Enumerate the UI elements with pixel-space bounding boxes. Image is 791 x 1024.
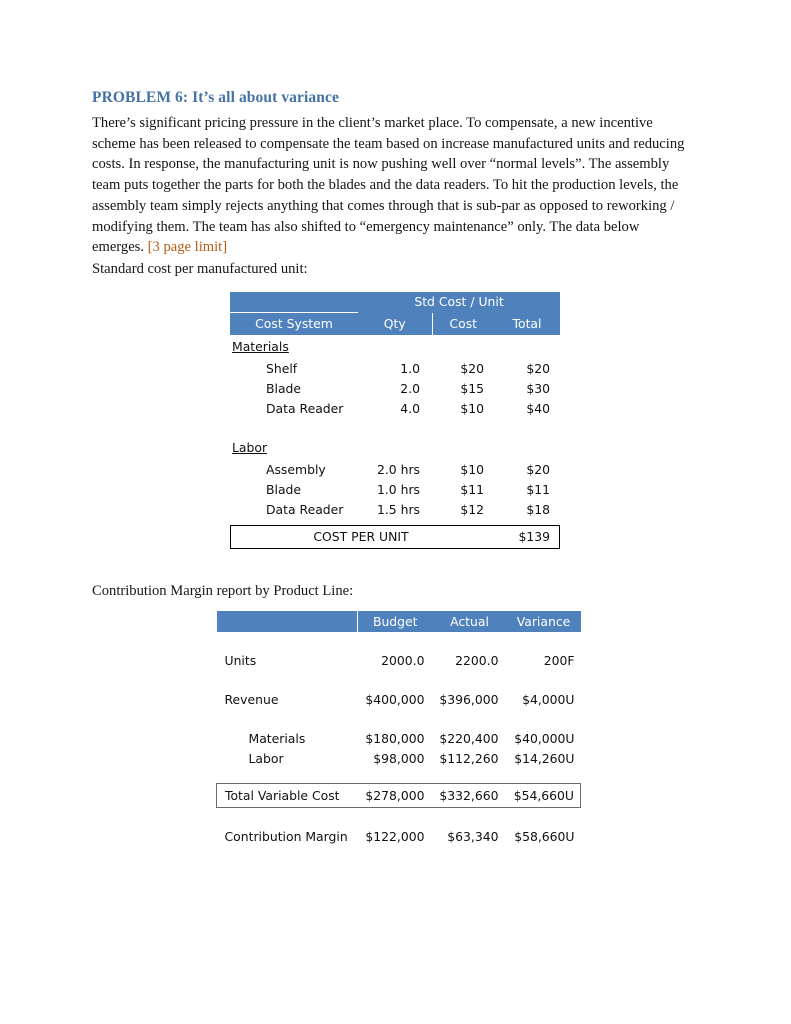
item-name: Blade bbox=[266, 482, 302, 497]
table-row bbox=[217, 690, 581, 710]
cell-budget: $400,000 bbox=[365, 692, 425, 707]
cell-variance: $4,000U bbox=[522, 692, 575, 707]
item-name: Blade bbox=[266, 381, 302, 396]
item-name: Data Reader bbox=[266, 502, 344, 517]
cell-budget: $98,000 bbox=[373, 751, 425, 766]
spacer-row bbox=[217, 808, 581, 828]
table-row bbox=[230, 399, 560, 419]
cell-actual: $332,660 bbox=[433, 784, 507, 808]
table-row bbox=[230, 460, 560, 480]
item-total: $11 bbox=[526, 482, 551, 497]
item-name: Assembly bbox=[266, 462, 326, 477]
item-cost: $10 bbox=[460, 401, 484, 416]
header-spacer-cell bbox=[230, 292, 358, 313]
spacer-row bbox=[217, 671, 581, 690]
cost-per-unit-box bbox=[230, 525, 560, 549]
table-row bbox=[230, 500, 560, 520]
item-qty: 1.5 hrs bbox=[376, 502, 420, 517]
item-cost: $10 bbox=[460, 462, 484, 477]
table-header-row bbox=[217, 611, 581, 632]
table-row bbox=[217, 729, 581, 749]
cell-variance: $14,260U bbox=[514, 751, 575, 766]
header-std-cost-per-unit: Std Cost / Unit bbox=[414, 294, 504, 310]
row-label-units: Units bbox=[224, 653, 257, 668]
cost-per-unit-value: $139 bbox=[518, 529, 550, 544]
item-name: Shelf bbox=[266, 361, 298, 376]
contribution-margin-grid bbox=[216, 611, 581, 847]
page-limit-note: [3 page limit] bbox=[147, 239, 228, 256]
spacer-row bbox=[217, 632, 581, 651]
item-qty: 4.0 bbox=[400, 401, 420, 416]
row-label-revenue: Revenue bbox=[224, 692, 279, 707]
cell-actual: $63,340 bbox=[447, 829, 499, 844]
table-row-total-variable-cost bbox=[217, 784, 581, 808]
column-header-actual: Actual bbox=[433, 611, 507, 632]
item-name: Data Reader bbox=[266, 401, 344, 416]
item-total: $18 bbox=[526, 502, 551, 517]
cell-variance: $58,660U bbox=[514, 829, 575, 844]
item-cost: $20 bbox=[460, 361, 484, 376]
cell-actual: $220,400 bbox=[439, 731, 499, 746]
cell-budget: $122,000 bbox=[365, 829, 425, 844]
group-header-row bbox=[230, 436, 560, 460]
group-label-materials: Materials bbox=[232, 339, 289, 354]
column-header-cost-system: Cost System bbox=[255, 316, 333, 331]
group-header-row bbox=[230, 335, 560, 359]
item-qty: 2.0 hrs bbox=[376, 462, 420, 477]
cell-variance: $40,000U bbox=[514, 731, 575, 746]
column-header-budget: Budget bbox=[358, 611, 433, 632]
cell-budget: $180,000 bbox=[365, 731, 425, 746]
item-total: $20 bbox=[526, 361, 551, 376]
intro-paragraph bbox=[92, 113, 694, 258]
item-total: $30 bbox=[526, 381, 551, 396]
cell-budget: $278,000 bbox=[358, 784, 433, 808]
item-qty: 2.0 bbox=[400, 381, 420, 396]
column-header-total: Total bbox=[512, 315, 542, 331]
caption-standard-cost: Standard cost per manufactured unit: bbox=[92, 261, 308, 277]
group-spacer-row bbox=[230, 419, 560, 436]
cell-variance: 200F bbox=[543, 653, 575, 668]
row-label-materials: Materials bbox=[248, 731, 306, 746]
item-total: $40 bbox=[526, 401, 551, 416]
item-qty: 1.0 hrs bbox=[376, 482, 420, 497]
table-row bbox=[217, 749, 581, 769]
item-cost: $11 bbox=[460, 482, 484, 497]
paragraph-body: There’s significant pricing pressure in the client’s market place. To compensate, a new incentive scheme has been released to compensate the team based on increase manufactured units and reducing costs. In response, the manufacturing unit is now pushing well over “normal levels”. The assembly team puts together the parts for both the blades and the data readers. To hit the production levels, the assembly team simply rejects anything that comes through that is sub-par as opposed to reworking / modifying them. The team has also shifted to “emergency maintenance” only. The data below emerges. bbox=[92, 115, 685, 256]
column-header-qty: Qty bbox=[358, 313, 432, 336]
caption-contribution-margin: Contribution Margin report by Product Line: bbox=[92, 583, 354, 599]
table-row bbox=[217, 827, 581, 847]
cell-actual: $112,260 bbox=[439, 751, 499, 766]
cell-variance: $54,660U bbox=[507, 784, 581, 808]
spacer-row bbox=[217, 769, 581, 784]
item-cost: $12 bbox=[460, 502, 484, 517]
column-header-variance: Variance bbox=[507, 611, 581, 632]
standard-cost-table bbox=[230, 292, 560, 520]
spacer-row bbox=[217, 710, 581, 729]
table-header-span-row bbox=[230, 292, 560, 313]
cell-budget: 2000.0 bbox=[381, 653, 425, 668]
table-row bbox=[230, 379, 560, 399]
table-row bbox=[217, 651, 581, 671]
table-header-row bbox=[230, 313, 560, 336]
cell-actual: 2200.0 bbox=[455, 653, 499, 668]
item-qty: 1.0 bbox=[400, 361, 420, 376]
standard-cost-grid bbox=[230, 292, 560, 520]
column-header-blank bbox=[217, 611, 358, 632]
contribution-margin-table bbox=[216, 611, 580, 847]
table-row bbox=[230, 359, 560, 379]
item-cost: $15 bbox=[460, 381, 484, 396]
cost-per-unit-label: COST PER UNIT bbox=[313, 529, 409, 544]
row-label-labor: Labor bbox=[248, 751, 284, 766]
cell-actual: $396,000 bbox=[439, 692, 499, 707]
row-label-total-variable-cost: Total Variable Cost bbox=[217, 784, 358, 808]
column-header-cost: Cost bbox=[449, 315, 478, 331]
group-label-labor: Labor bbox=[232, 440, 268, 455]
table-row bbox=[230, 480, 560, 500]
page-title: PROBLEM 6: It’s all about variance bbox=[92, 89, 339, 106]
row-label-contribution-margin: Contribution Margin bbox=[224, 829, 348, 844]
item-total: $20 bbox=[526, 462, 551, 477]
